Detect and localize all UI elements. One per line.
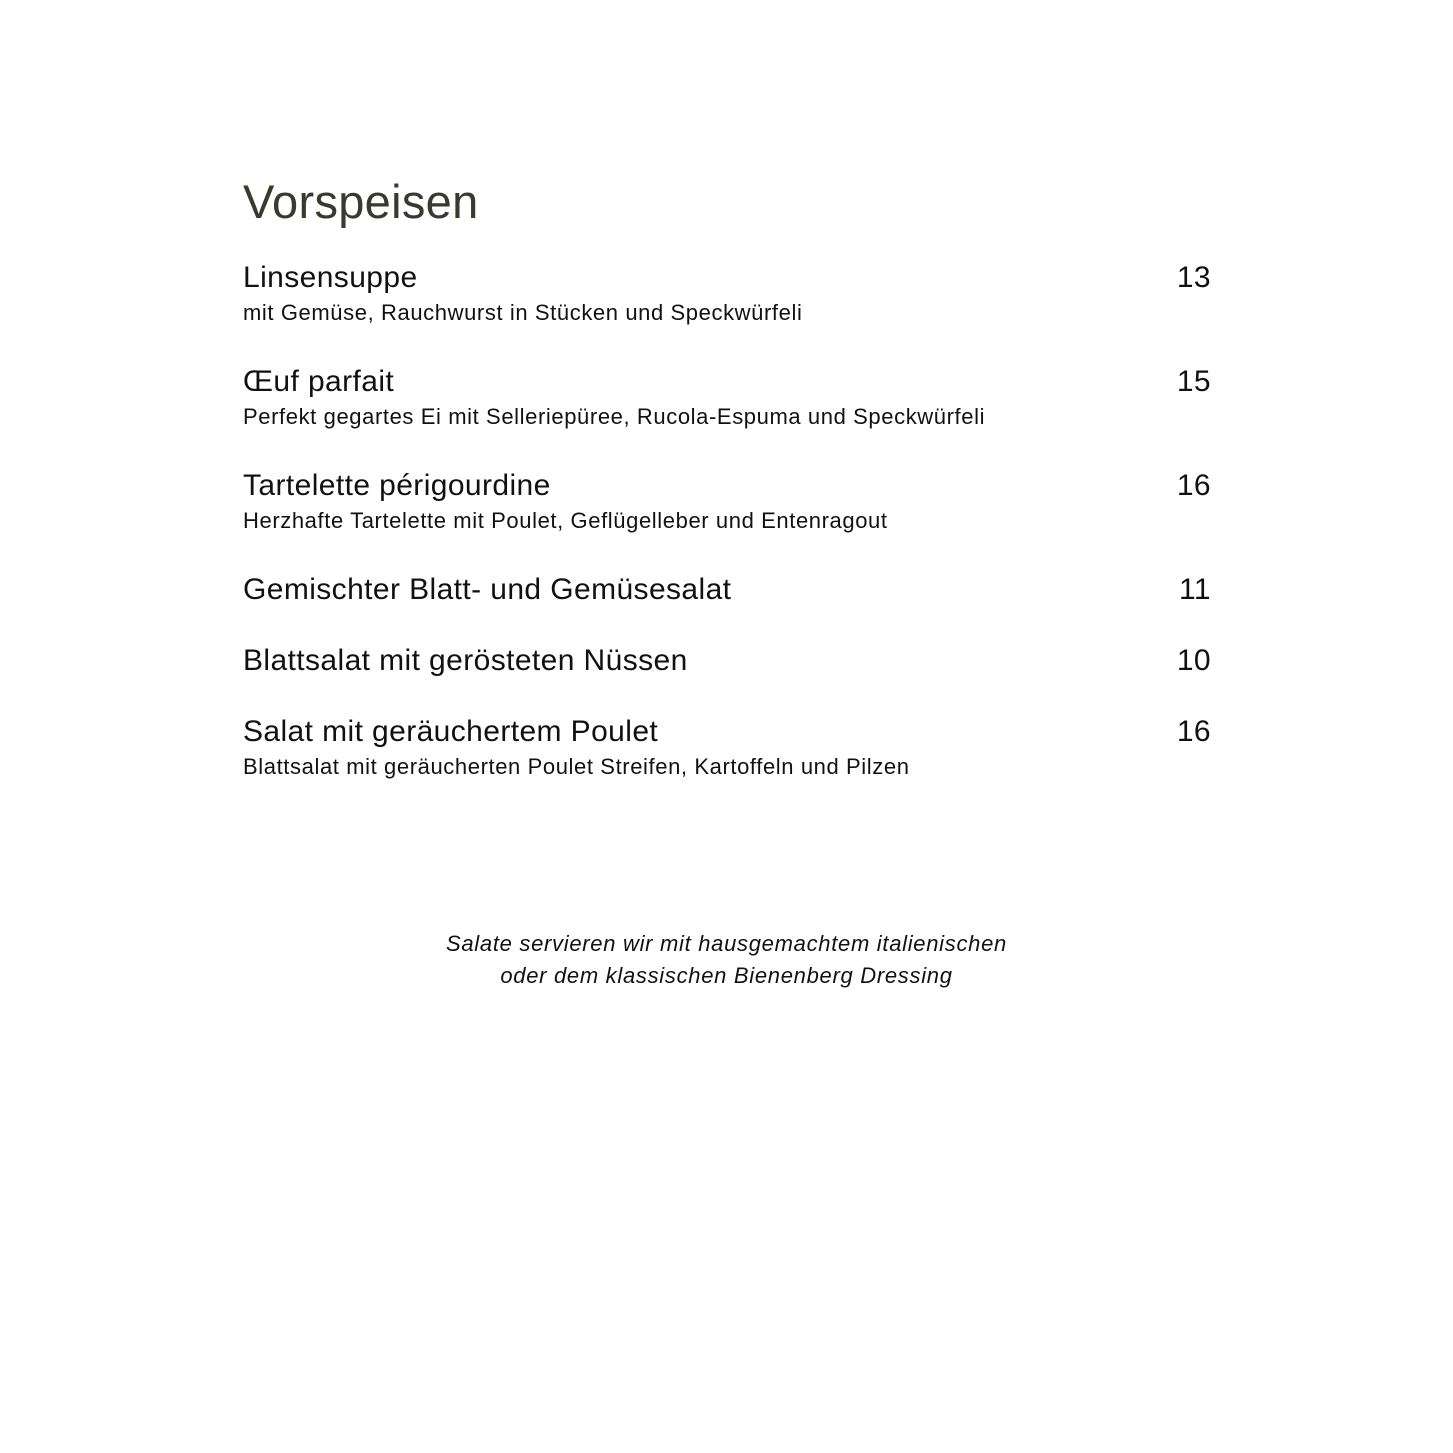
menu-item-name: Tartelette périgourdine	[243, 469, 551, 502]
menu-item	[243, 570, 1211, 610]
menu-item-description: Herzhafte Tartelette mit Poulet, Geflügelleber und Entenragout	[243, 508, 888, 533]
menu-item-name: Œuf parfait	[243, 365, 395, 398]
section-title: Vorspeisen	[243, 175, 479, 228]
menu-item	[243, 466, 1211, 536]
menu-item-description: Perfekt gegartes Ei mit Selleriepüree, Rucola-Espuma und Speckwürfeli	[243, 404, 986, 429]
menu-item-price: 13	[1176, 261, 1211, 294]
dressing-note-line: Salate servieren wir mit hausgemachtem italienischen	[446, 931, 1007, 956]
menu-item-description: mit Gemüse, Rauchwurst in Stücken und Speckwürfeli	[243, 300, 803, 325]
menu-item-row	[243, 466, 1211, 506]
menu-item-name: Linsensuppe	[243, 261, 418, 294]
menu-item-row	[243, 258, 1211, 298]
menu-item-row	[243, 712, 1211, 752]
dressing-note-line: oder dem klassischen Bienenberg Dressing	[500, 963, 953, 988]
menu-item-name: Gemischter Blatt- und Gemüsesalat	[243, 573, 732, 606]
menu-item	[243, 712, 1211, 782]
menu-item-price: 16	[1176, 715, 1211, 748]
menu-item-name: Blattsalat mit gerösteten Nüssen	[243, 644, 688, 677]
menu-item	[243, 258, 1211, 328]
menu-item-description: Blattsalat mit geräucherten Poulet Streifen, Kartoffeln und Pilzen	[243, 754, 910, 779]
menu-section	[243, 170, 1211, 782]
menu-item-row	[243, 362, 1211, 402]
menu-item	[243, 362, 1211, 432]
menu-item-row	[243, 641, 1211, 681]
menu-item	[243, 641, 1211, 681]
menu-item-price: 10	[1176, 644, 1211, 677]
menu-item-price: 16	[1176, 469, 1211, 502]
dressing-note	[0, 928, 1453, 992]
menu-item-row	[243, 570, 1211, 610]
menu-item-name: Salat mit geräuchertem Poulet	[243, 715, 659, 748]
menu-item-price: 15	[1176, 365, 1211, 398]
menu-item-price: 11	[1179, 573, 1211, 606]
